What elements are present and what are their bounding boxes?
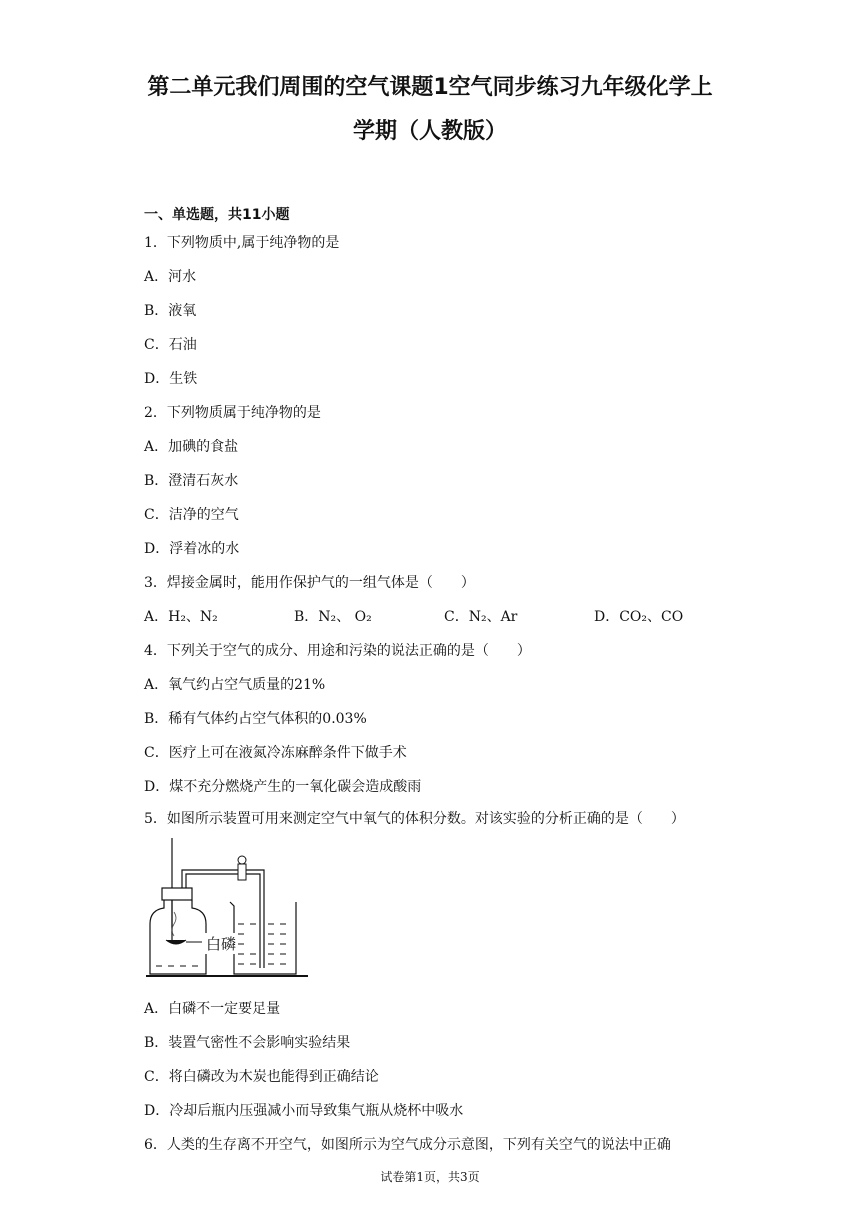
question-4-option-a: A．氧气约占空气质量的21% [144, 677, 326, 693]
question-4-option-d: D．煤不充分燃烧产生的一氧化碳会造成酸雨 [144, 779, 422, 795]
question-4-option-c: C．医疗上可在液氮冷冻麻醉条件下做手术 [144, 745, 407, 761]
question-2-option-d: D．浮着冰的水 [144, 541, 240, 557]
question-5-option-b: B．装置气密性不会影响实验结果 [144, 1035, 351, 1051]
question-4-option-b: B．稀有气体约占空气体积的0.03% [144, 711, 367, 727]
question-3-option-d: D．CO₂、CO [594, 609, 684, 625]
question-1-option-a: A．河水 [144, 269, 197, 285]
question-2-stem: 2．下列物质属于纯净物的是 [144, 405, 321, 421]
question-4-stem: 4．下列关于空气的成分、用途和污染的说法正确的是（ ） [144, 643, 531, 659]
question-2-option-b: B．澄清石灰水 [144, 473, 239, 489]
question-5-stem: 5．如图所示装置可用来测定空气中氧气的体积分数。对该实验的分析正确的是（ ） [144, 811, 685, 827]
question-3-option-b: B．N₂、 O₂ [294, 609, 372, 625]
question-2-option-a: A．加碘的食盐 [144, 439, 239, 455]
question-5-option-d: D．冷却后瓶内压强减小而导致集气瓶从烧杯中吸水 [144, 1103, 464, 1119]
figure-label-white-phosphorus: 白磷 [206, 935, 237, 953]
question-1-option-d: D．生铁 [144, 371, 198, 387]
question-5-option-a: A．白磷不一定要足量 [144, 1001, 281, 1017]
question-1-stem: 1．下列物质中,属于纯净物的是 [144, 235, 340, 251]
document-title-line-2: 学期（人教版） [352, 119, 507, 144]
section-heading: 一、单选题，共11小题 [144, 207, 290, 223]
question-5-option-c: C．将白磷改为木炭也能得到正确结论 [144, 1069, 379, 1085]
page-footer: 试卷第1页，共3页 [380, 1170, 480, 1184]
question-3-option-c: C．N₂、Ar [444, 609, 518, 625]
question-6-stem: 6．人类的生存离不开空气，如图所示为空气成分示意图，下列有关空气的说法中正确 [144, 1137, 671, 1153]
document-title-line-1: 第二单元我们周围的空气课题1空气同步练习九年级化学上 [147, 75, 713, 100]
question-1-option-b: B．液氧 [144, 303, 197, 319]
question-3-option-a: A．H₂、N₂ [144, 609, 218, 625]
apparatus-drawing [146, 838, 316, 984]
question-3-stem: 3．焊接金属时，能用作保护气的一组气体是（ ） [144, 575, 475, 591]
oxygen-measurement-apparatus-figure [146, 838, 316, 988]
question-1-option-c: C．石油 [144, 337, 197, 353]
question-2-option-c: C．洁净的空气 [144, 507, 239, 523]
